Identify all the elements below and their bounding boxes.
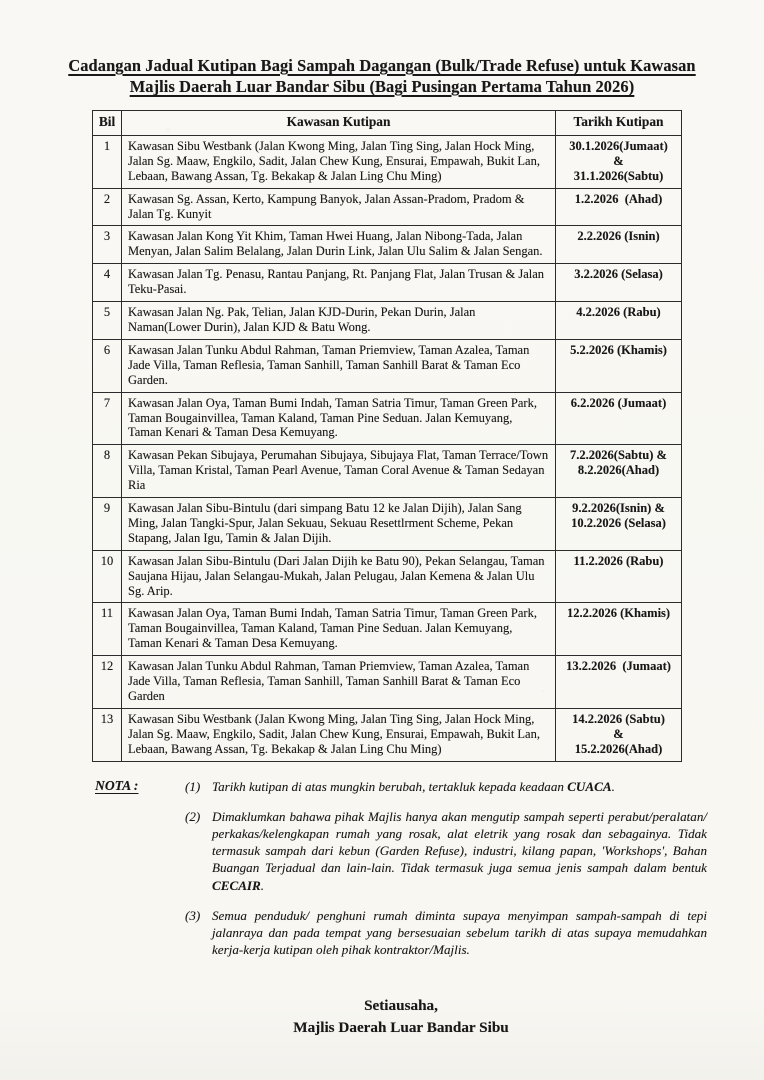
- nota-item-number: (1): [185, 778, 201, 794]
- row-bil: 2: [93, 188, 122, 226]
- document-title-line2: Majlis Daerah Luar Bandar Sibu (Bagi Pusingan Pertama Tahun 2026): [129, 77, 635, 96]
- row-tarikh: 6.2.2026 (Jumaat): [556, 392, 682, 445]
- table-row: [93, 226, 682, 264]
- row-kawasan: Kawasan Sibu Westbank (Jalan Kwong Ming, Jalan Ting Sing, Jalan Hock Ming, Jalan Sg. Maaw, Engkilo, Sadit, Jalan Chew Kung, Ensurai, Empawah, Bukit Lan, Lebaan, Bawang Assan, Tg. Bekakap & Jalan Ling Chu Ming): [122, 135, 556, 188]
- row-bil: 3: [93, 226, 122, 264]
- nota-item-number: (3): [185, 907, 201, 923]
- nota-label: NOTA :: [95, 777, 139, 793]
- row-bil: 10: [93, 550, 122, 603]
- row-bil: 6: [93, 339, 122, 392]
- row-tarikh: 12.2.2026 (Khamis): [556, 603, 682, 656]
- collection-schedule-table: [92, 110, 682, 762]
- row-bil: 4: [93, 264, 122, 302]
- nota-section: [95, 778, 707, 972]
- signature-block: [38, 995, 764, 1039]
- table-row: [93, 656, 682, 709]
- row-kawasan: Kawasan Jalan Oya, Taman Bumi Indah, Taman Satria Timur, Taman Green Park, Taman Bougainvillea, Taman Kaland, Taman Pine Seduan. Jalan Kemuyang, Taman Kenari & Taman Desa Kemuyang.: [122, 603, 556, 656]
- nota-items: [185, 778, 707, 972]
- schedule-table-body: [93, 135, 682, 761]
- table-row: [93, 264, 682, 302]
- table-row: [93, 708, 682, 761]
- row-tarikh: 11.2.2026 (Rabu): [556, 550, 682, 603]
- row-kawasan: Kawasan Jalan Tunku Abdul Rahman, Taman Priemview, Taman Azalea, Taman Jade Villa, Taman Reflesia, Taman Sanhill, Taman Sanhill Barat & Taman Eco Garden.: [122, 339, 556, 392]
- row-kawasan: Kawasan Sg. Assan, Kerto, Kampung Banyok, Jalan Assan-Pradom, Pradom & Jalan Tg. Kunyit: [122, 188, 556, 226]
- table-row: [93, 550, 682, 603]
- table-header-row: [93, 111, 682, 136]
- row-tarikh: 9.2.2026(Isnin) & 10.2.2026 (Selasa): [556, 498, 682, 551]
- nota-item: [185, 907, 707, 959]
- table-row: [93, 392, 682, 445]
- row-kawasan: Kawasan Jalan Sibu-Bintulu (Dari Jalan Dijih ke Batu 90), Pekan Selangau, Taman Saujana Hijau, Jalan Selangau-Mukah, Jalan Pelugau, Jalan Kemena & Jalan Ulu Sg. Arip.: [122, 550, 556, 603]
- signature-role: Setiausaha,: [364, 997, 438, 1015]
- row-tarikh: 13.2.2026 (Jumaat): [556, 656, 682, 709]
- row-bil: 7: [93, 392, 122, 445]
- row-kawasan: Kawasan Jalan Sibu-Bintulu (dari simpang Batu 12 ke Jalan Dijih), Jalan Sang Ming, Jalan Tangki-Spur, Jalan Sekuau, Sekuau Resettlrment Scheme, Pekan Stapang, Jalan Igu, Tamin & Jalan Dijih.: [122, 498, 556, 551]
- nota-item-text: Semua penduduk/ penghuni rumah diminta supaya menyimpan sampah-sampah di tepi jalanraya dan pada tempat yang bersesuaian sebelum tarikh di atas supaya memudahkan kerja-kerja kutipan oleh pihak kontraktor/Majlis.: [212, 907, 707, 958]
- table-row: [93, 302, 682, 340]
- nota-item: [185, 808, 707, 894]
- signature-org: Majlis Daerah Luar Bandar Sibu: [293, 1019, 509, 1037]
- row-tarikh: 30.1.2026(Jumaat) & 31.1.2026(Sabtu): [556, 135, 682, 188]
- row-tarikh: 7.2.2026(Sabtu) & 8.2.2026(Ahad): [556, 445, 682, 498]
- table-row: [93, 135, 682, 188]
- row-tarikh: 5.2.2026 (Khamis): [556, 339, 682, 392]
- table-row: [93, 498, 682, 551]
- column-header-tarikh: Tarikh Kutipan: [556, 111, 682, 136]
- row-tarikh: 3.2.2026 (Selasa): [556, 264, 682, 302]
- table-row: [93, 188, 682, 226]
- document-title: [0, 55, 764, 97]
- row-kawasan: Kawasan Jalan Kong Yit Khim, Taman Hwei Huang, Jalan Nibong-Tada, Jalan Menyan, Jalan Salim Belalang, Jalan Durin Link, Jalan Ulu Salim & Jalan Sengan.: [122, 226, 556, 264]
- table-row: [93, 603, 682, 656]
- row-bil: 1: [93, 135, 122, 188]
- row-bil: 8: [93, 445, 122, 498]
- column-header-bil: Bil: [93, 111, 122, 136]
- row-kawasan: Kawasan Sibu Westbank (Jalan Kwong Ming, Jalan Ting Sing, Jalan Hock Ming, Jalan Sg. Maaw, Engkilo, Sadit, Jalan Chew Kung, Ensurai, Empawah, Bukit Lan, Lebaan, Bawang Assan, Tg. Bekakap & Jalan Ling Chu Ming): [122, 708, 556, 761]
- column-header-kawasan: Kawasan Kutipan: [122, 111, 556, 136]
- row-bil: 12: [93, 656, 122, 709]
- nota-item: [185, 778, 707, 795]
- row-kawasan: Kawasan Jalan Tunku Abdul Rahman, Taman Priemview, Taman Azalea, Taman Jade Villa, Taman Reflesia, Taman Sanhill, Taman Sanhill Barat & Taman Eco Garden: [122, 656, 556, 709]
- row-bil: 5: [93, 302, 122, 340]
- row-tarikh: 4.2.2026 (Rabu): [556, 302, 682, 340]
- row-tarikh: 14.2.2026 (Sabtu) & 15.2.2026(Ahad): [556, 708, 682, 761]
- row-kawasan: Kawasan Pekan Sibujaya, Perumahan Sibujaya, Sibujaya Flat, Taman Terrace/Town Villa, Taman Kristal, Taman Pearl Avenue, Taman Coral Avenue & Taman Sedayan Ria: [122, 445, 556, 498]
- row-tarikh: 2.2.2026 (Isnin): [556, 226, 682, 264]
- nota-item-text: Dimaklumkan bahawa pihak Majlis hanya akan mengutip sampah seperti perabut/peralatan/ perkakas/kelengkapan rumah yang rosak, alat eletrik yang rosak dan sebagainya. Tidak termasuk sampah dari kebun (Garden Refuse), industri, kilang papan, 'Workshops', Bahan Buangan Terjadual dan lain-lain. Tidak termasuk juga semua jenis sampah dalam bentuk CECAIR.: [212, 808, 707, 893]
- table-row: [93, 339, 682, 392]
- nota-item-text: Tarikh kutipan di atas mungkin berubah, tertakluk kepada keadaan CUACA.: [212, 778, 615, 794]
- nota-item-number: (2): [185, 808, 201, 824]
- row-tarikh: 1.2.2026 (Ahad): [556, 188, 682, 226]
- table-row: [93, 445, 682, 498]
- row-bil: 13: [93, 708, 122, 761]
- row-bil: 11: [93, 603, 122, 656]
- row-bil: 9: [93, 498, 122, 551]
- row-kawasan: Kawasan Jalan Oya, Taman Bumi Indah, Taman Satria Timur, Taman Green Park, Taman Bougainvillea, Taman Kaland, Taman Pine Seduan. Jalan Kemuyang, Taman Kenari & Taman Desa Kemuyang.: [122, 392, 556, 445]
- document-title-line1: Cadangan Jadual Kutipan Bagi Sampah Dagangan (Bulk/Trade Refuse) untuk Kawasan: [68, 56, 696, 75]
- row-kawasan: Kawasan Jalan Ng. Pak, Telian, Jalan KJD-Durin, Pekan Durin, Jalan Naman(Lower Durin), Jalan KJD & Batu Wong.: [122, 302, 556, 340]
- row-kawasan: Kawasan Jalan Tg. Penasu, Rantau Panjang, Rt. Panjang Flat, Jalan Trusan & Jalan Teku-Pasai.: [122, 264, 556, 302]
